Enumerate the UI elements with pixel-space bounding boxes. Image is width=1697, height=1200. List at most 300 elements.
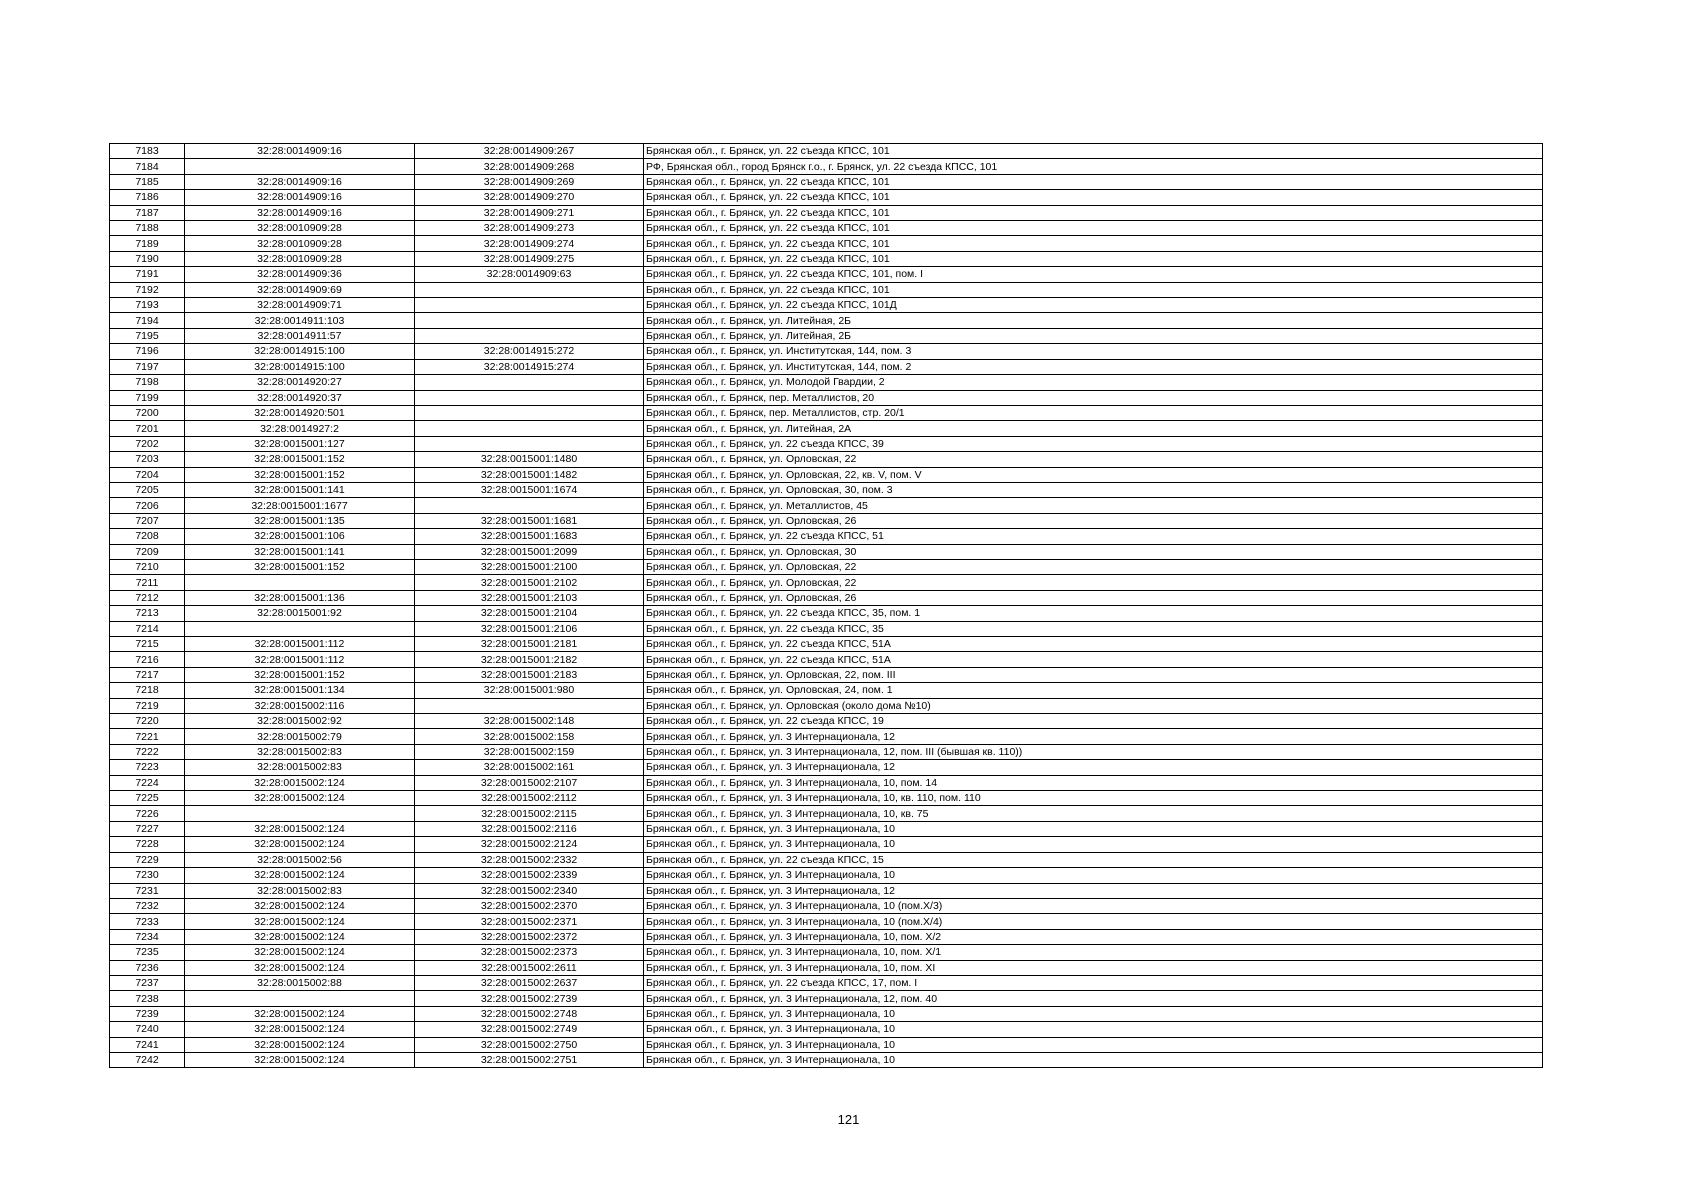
address-cell: Брянская обл., г. Брянск, ул. 22 съезда КПСС, 51А xyxy=(644,652,1543,667)
object-cadastral-number-cell: 32:28:0015001:2100 xyxy=(415,559,644,574)
object-cadastral-number-cell: 32:28:0014909:270 xyxy=(415,190,644,205)
row-number-cell: 7226 xyxy=(110,806,185,821)
row-number-cell: 7242 xyxy=(110,1052,185,1067)
parcel-cadastral-number-cell: 32:28:0015002:124 xyxy=(185,960,415,975)
row-number-cell: 7193 xyxy=(110,298,185,313)
object-cadastral-number-cell: 32:28:0015001:2182 xyxy=(415,652,644,667)
table-row xyxy=(110,205,1543,220)
object-cadastral-number-cell: 32:28:0015002:2750 xyxy=(415,1037,644,1052)
row-number-cell: 7215 xyxy=(110,637,185,652)
parcel-cadastral-number-cell: 32:28:0014915:100 xyxy=(185,359,415,374)
row-number-cell: 7220 xyxy=(110,714,185,729)
row-number-cell: 7235 xyxy=(110,945,185,960)
table-row xyxy=(110,1052,1543,1067)
object-cadastral-number-cell: 32:28:0015002:2115 xyxy=(415,806,644,821)
address-cell: Брянская обл., г. Брянск, ул. 3 Интернационала, 10 xyxy=(644,1006,1543,1021)
address-cell: Брянская обл., г. Брянск, пер. Металлистов, стр. 20/1 xyxy=(644,405,1543,420)
object-cadastral-number-cell: 32:28:0015002:159 xyxy=(415,744,644,759)
table-row xyxy=(110,621,1543,636)
table-row xyxy=(110,590,1543,605)
parcel-cadastral-number-cell: 32:28:0015002:124 xyxy=(185,1052,415,1067)
object-cadastral-number-cell: 32:28:0015002:161 xyxy=(415,760,644,775)
address-cell: Брянская обл., г. Брянск, ул. Орловская, 22, кв. V, пом. V xyxy=(644,467,1543,482)
parcel-cadastral-number-cell: 32:28:0014920:501 xyxy=(185,405,415,420)
parcel-cadastral-number-cell: 32:28:0010909:28 xyxy=(185,236,415,251)
row-number-cell: 7185 xyxy=(110,174,185,189)
parcel-cadastral-number-cell: 32:28:0015001:152 xyxy=(185,667,415,682)
parcel-cadastral-number-cell: 32:28:0014909:71 xyxy=(185,298,415,313)
parcel-cadastral-number-cell: 32:28:0014909:69 xyxy=(185,282,415,297)
row-number-cell: 7206 xyxy=(110,498,185,513)
row-number-cell: 7191 xyxy=(110,267,185,282)
table-row xyxy=(110,174,1543,189)
address-cell: Брянская обл., г. Брянск, ул. Металлистов, 45 xyxy=(644,498,1543,513)
object-cadastral-number-cell: 32:28:0015002:2370 xyxy=(415,898,644,913)
row-number-cell: 7223 xyxy=(110,760,185,775)
address-cell: Брянская обл., г. Брянск, ул. 3 Интернационала, 10, кв. 75 xyxy=(644,806,1543,821)
address-cell: Брянская обл., г. Брянск, ул. Орловская, 30, пом. 3 xyxy=(644,482,1543,497)
table-row xyxy=(110,760,1543,775)
parcel-cadastral-number-cell: 32:28:0015002:124 xyxy=(185,868,415,883)
parcel-cadastral-number-cell: 32:28:0014911:103 xyxy=(185,313,415,328)
parcel-cadastral-number-cell: 32:28:0015002:124 xyxy=(185,898,415,913)
table-row xyxy=(110,421,1543,436)
parcel-cadastral-number-cell: 32:28:0014915:100 xyxy=(185,344,415,359)
address-cell: Брянская обл., г. Брянск, ул. 22 съезда КПСС, 101, пом. I xyxy=(644,267,1543,282)
object-cadastral-number-cell: 32:28:0014909:63 xyxy=(415,267,644,282)
object-cadastral-number-cell xyxy=(415,313,644,328)
row-number-cell: 7201 xyxy=(110,421,185,436)
row-number-cell: 7207 xyxy=(110,513,185,528)
object-cadastral-number-cell: 32:28:0015002:2340 xyxy=(415,883,644,898)
address-cell: Брянская обл., г. Брянск, ул. Орловская, 22 xyxy=(644,559,1543,574)
object-cadastral-number-cell: 32:28:0015001:2102 xyxy=(415,575,644,590)
address-cell: Брянская обл., г. Брянск, ул. 3 Интернационала, 10, пом. ХI xyxy=(644,960,1543,975)
object-cadastral-number-cell: 32:28:0015001:1683 xyxy=(415,529,644,544)
table-row xyxy=(110,190,1543,205)
address-cell: Брянская обл., г. Брянск, ул. Институтская, 144, пом. 2 xyxy=(644,359,1543,374)
address-cell: Брянская обл., г. Брянск, пер. Металлистов, 20 xyxy=(644,390,1543,405)
parcel-cadastral-number-cell: 32:28:0015002:124 xyxy=(185,775,415,790)
object-cadastral-number-cell xyxy=(415,436,644,451)
address-cell: Брянская обл., г. Брянск, ул. 3 Интернационала, 10 xyxy=(644,821,1543,836)
object-cadastral-number-cell: 32:28:0015002:2107 xyxy=(415,775,644,790)
table-row xyxy=(110,714,1543,729)
table-row xyxy=(110,575,1543,590)
row-number-cell: 7187 xyxy=(110,205,185,220)
address-cell: Брянская обл., г. Брянск, ул. 22 съезда КПСС, 101 xyxy=(644,221,1543,236)
parcel-cadastral-number-cell: 32:28:0015001:141 xyxy=(185,482,415,497)
parcel-cadastral-number-cell: 32:28:0015001:112 xyxy=(185,652,415,667)
parcel-cadastral-number-cell: 32:28:0015001:127 xyxy=(185,436,415,451)
table-row xyxy=(110,359,1543,374)
parcel-cadastral-number-cell: 32:28:0014909:16 xyxy=(185,190,415,205)
row-number-cell: 7241 xyxy=(110,1037,185,1052)
table-row xyxy=(110,929,1543,944)
row-number-cell: 7234 xyxy=(110,929,185,944)
address-cell: Брянская обл., г. Брянск, ул. 3 Интернационала, 10 (пом.Х/3) xyxy=(644,898,1543,913)
parcel-cadastral-number-cell: 32:28:0015002:83 xyxy=(185,744,415,759)
address-cell: Брянская обл., г. Брянск, ул. Орловская, 22, пом. III xyxy=(644,667,1543,682)
address-cell: Брянская обл., г. Брянск, ул. 3 Интернационала, 12 xyxy=(644,729,1543,744)
object-cadastral-number-cell xyxy=(415,698,644,713)
table-row xyxy=(110,498,1543,513)
address-cell: Брянская обл., г. Брянск, ул. 22 съезда КПСС, 35 xyxy=(644,621,1543,636)
parcel-cadastral-number-cell xyxy=(185,159,415,174)
object-cadastral-number-cell: 32:28:0015001:2104 xyxy=(415,606,644,621)
table-row xyxy=(110,1022,1543,1037)
row-number-cell: 7214 xyxy=(110,621,185,636)
parcel-cadastral-number-cell: 32:28:0015001:135 xyxy=(185,513,415,528)
address-cell: Брянская обл., г. Брянск, ул. Орловская, 26 xyxy=(644,590,1543,605)
table-row xyxy=(110,482,1543,497)
object-cadastral-number-cell: 32:28:0015002:2112 xyxy=(415,791,644,806)
object-cadastral-number-cell: 32:28:0015001:1482 xyxy=(415,467,644,482)
object-cadastral-number-cell: 32:28:0015002:2749 xyxy=(415,1022,644,1037)
parcel-cadastral-number-cell: 32:28:0015001:134 xyxy=(185,683,415,698)
parcel-cadastral-number-cell: 32:28:0014920:37 xyxy=(185,390,415,405)
address-cell: Брянская обл., г. Брянск, ул. 22 съезда КПСС, 19 xyxy=(644,714,1543,729)
row-number-cell: 7204 xyxy=(110,467,185,482)
table-row xyxy=(110,698,1543,713)
table-row xyxy=(110,652,1543,667)
row-number-cell: 7216 xyxy=(110,652,185,667)
address-cell: Брянская обл., г. Брянск, ул. Орловская, 22 xyxy=(644,452,1543,467)
address-cell: Брянская обл., г. Брянск, ул. Орловская, 26 xyxy=(644,513,1543,528)
table-row xyxy=(110,144,1543,159)
address-cell: Брянская обл., г. Брянск, ул. 3 Интернационала, 12, пом. III (бывшая кв. 110)) xyxy=(644,744,1543,759)
table-row xyxy=(110,1037,1543,1052)
row-number-cell: 7186 xyxy=(110,190,185,205)
address-cell: Брянская обл., г. Брянск, ул. 3 Интернационала, 10 xyxy=(644,1022,1543,1037)
table-row xyxy=(110,436,1543,451)
parcel-cadastral-number-cell: 32:28:0015002:124 xyxy=(185,791,415,806)
table-row xyxy=(110,559,1543,574)
address-cell: Брянская обл., г. Брянск, ул. 22 съезда КПСС, 101 xyxy=(644,190,1543,205)
row-number-cell: 7230 xyxy=(110,868,185,883)
address-cell: Брянская обл., г. Брянск, ул. Литейная, 2А xyxy=(644,421,1543,436)
table-row xyxy=(110,667,1543,682)
object-cadastral-number-cell: 32:28:0015001:2103 xyxy=(415,590,644,605)
parcel-cadastral-number-cell: 32:28:0015002:124 xyxy=(185,1006,415,1021)
table-row xyxy=(110,282,1543,297)
parcel-cadastral-number-cell: 32:28:0015002:83 xyxy=(185,760,415,775)
parcel-cadastral-number-cell: 32:28:0015001:152 xyxy=(185,467,415,482)
object-cadastral-number-cell: 32:28:0015002:2332 xyxy=(415,852,644,867)
object-cadastral-number-cell: 32:28:0015002:2116 xyxy=(415,821,644,836)
parcel-cadastral-number-cell: 32:28:0014927:2 xyxy=(185,421,415,436)
table-row xyxy=(110,390,1543,405)
table-row xyxy=(110,744,1543,759)
address-cell: Брянская обл., г. Брянск, ул. 22 съезда КПСС, 101 xyxy=(644,205,1543,220)
object-cadastral-number-cell: 32:28:0015001:2106 xyxy=(415,621,644,636)
object-cadastral-number-cell: 32:28:0015001:2181 xyxy=(415,637,644,652)
parcel-cadastral-number-cell xyxy=(185,575,415,590)
address-cell: Брянская обл., г. Брянск, ул. 22 съезда КПСС, 35, пом. 1 xyxy=(644,606,1543,621)
address-cell: Брянская обл., г. Брянск, ул. 22 съезда КПСС, 101 xyxy=(644,174,1543,189)
table-row xyxy=(110,975,1543,990)
address-cell: Брянская обл., г. Брянск, ул. Молодой Гвардии, 2 xyxy=(644,375,1543,390)
table-row xyxy=(110,729,1543,744)
table-row xyxy=(110,637,1543,652)
parcel-cadastral-number-cell: 32:28:0015002:116 xyxy=(185,698,415,713)
parcel-cadastral-number-cell xyxy=(185,621,415,636)
row-number-cell: 7217 xyxy=(110,667,185,682)
object-cadastral-number-cell: 32:28:0015002:2748 xyxy=(415,1006,644,1021)
parcel-cadastral-number-cell: 32:28:0014920:27 xyxy=(185,375,415,390)
table-row xyxy=(110,405,1543,420)
object-cadastral-number-cell: 32:28:0015002:148 xyxy=(415,714,644,729)
object-cadastral-number-cell: 32:28:0015002:2373 xyxy=(415,945,644,960)
object-cadastral-number-cell: 32:28:0015002:2611 xyxy=(415,960,644,975)
row-number-cell: 7227 xyxy=(110,821,185,836)
object-cadastral-number-cell xyxy=(415,421,644,436)
parcel-cadastral-number-cell: 32:28:0015001:136 xyxy=(185,590,415,605)
object-cadastral-number-cell xyxy=(415,375,644,390)
table-row xyxy=(110,1006,1543,1021)
row-number-cell: 7218 xyxy=(110,683,185,698)
object-cadastral-number-cell: 32:28:0014909:269 xyxy=(415,174,644,189)
row-number-cell: 7192 xyxy=(110,282,185,297)
table-row xyxy=(110,898,1543,913)
row-number-cell: 7236 xyxy=(110,960,185,975)
object-cadastral-number-cell: 32:28:0015002:2371 xyxy=(415,914,644,929)
object-cadastral-number-cell: 32:28:0015002:158 xyxy=(415,729,644,744)
parcel-cadastral-number-cell: 32:28:0015002:124 xyxy=(185,837,415,852)
table-row xyxy=(110,791,1543,806)
address-cell: Брянская обл., г. Брянск, ул. 3 Интернационала, 10 xyxy=(644,1052,1543,1067)
table-row xyxy=(110,452,1543,467)
address-cell: Брянская обл., г. Брянск, ул. 22 съезда КПСС, 51 xyxy=(644,529,1543,544)
row-number-cell: 7197 xyxy=(110,359,185,374)
table-row xyxy=(110,221,1543,236)
row-number-cell: 7195 xyxy=(110,328,185,343)
object-cadastral-number-cell: 32:28:0015002:2751 xyxy=(415,1052,644,1067)
address-cell: Брянская обл., г. Брянск, ул. 3 Интернационала, 10 xyxy=(644,837,1543,852)
address-cell: Брянская обл., г. Брянск, ул. Литейная, 2Б xyxy=(644,313,1543,328)
row-number-cell: 7205 xyxy=(110,482,185,497)
address-cell: Брянская обл., г. Брянск, ул. Институтская, 144, пом. 3 xyxy=(644,344,1543,359)
row-number-cell: 7209 xyxy=(110,544,185,559)
object-cadastral-number-cell: 32:28:0015001:2183 xyxy=(415,667,644,682)
address-cell: Брянская обл., г. Брянск, ул. 22 съезда КПСС, 51А xyxy=(644,637,1543,652)
row-number-cell: 7219 xyxy=(110,698,185,713)
row-number-cell: 7233 xyxy=(110,914,185,929)
address-cell: РФ, Брянская обл., город Брянск г.о., г. Брянск, ул. 22 съезда КПСС, 101 xyxy=(644,159,1543,174)
object-cadastral-number-cell: 32:28:0014915:272 xyxy=(415,344,644,359)
address-cell: Брянская обл., г. Брянск, ул. 22 съезда КПСС, 17, пом. I xyxy=(644,975,1543,990)
table-row xyxy=(110,606,1543,621)
row-number-cell: 7211 xyxy=(110,575,185,590)
object-cadastral-number-cell: 32:28:0014909:274 xyxy=(415,236,644,251)
object-cadastral-number-cell xyxy=(415,328,644,343)
row-number-cell: 7225 xyxy=(110,791,185,806)
address-cell: Брянская обл., г. Брянск, ул. 22 съезда КПСС, 15 xyxy=(644,852,1543,867)
parcel-cadastral-number-cell: 32:28:0015002:124 xyxy=(185,914,415,929)
row-number-cell: 7228 xyxy=(110,837,185,852)
address-cell: Брянская обл., г. Брянск, ул. 22 съезда КПСС, 101 xyxy=(644,144,1543,159)
object-cadastral-number-cell xyxy=(415,282,644,297)
address-cell: Брянская обл., г. Брянск, ул. 3 Интернационала, 12, пом. 40 xyxy=(644,991,1543,1006)
table-row xyxy=(110,251,1543,266)
object-cadastral-number-cell: 32:28:0014909:267 xyxy=(415,144,644,159)
table-row xyxy=(110,914,1543,929)
row-number-cell: 7188 xyxy=(110,221,185,236)
address-cell: Брянская обл., г. Брянск, ул. 3 Интернационала, 10, пом. Х/2 xyxy=(644,929,1543,944)
object-cadastral-number-cell: 32:28:0014909:268 xyxy=(415,159,644,174)
object-cadastral-number-cell: 32:28:0014909:275 xyxy=(415,251,644,266)
address-cell: Брянская обл., г. Брянск, ул. 3 Интернационала, 10, кв. 110, пом. 110 xyxy=(644,791,1543,806)
table-row xyxy=(110,991,1543,1006)
table-row xyxy=(110,683,1543,698)
registry-table xyxy=(109,143,1543,1068)
object-cadastral-number-cell: 32:28:0015002:2124 xyxy=(415,837,644,852)
object-cadastral-number-cell xyxy=(415,405,644,420)
parcel-cadastral-number-cell: 32:28:0015002:88 xyxy=(185,975,415,990)
address-cell: Брянская обл., г. Брянск, ул. Орловская, 30 xyxy=(644,544,1543,559)
row-number-cell: 7183 xyxy=(110,144,185,159)
table-row xyxy=(110,467,1543,482)
parcel-cadastral-number-cell xyxy=(185,806,415,821)
address-cell: Брянская обл., г. Брянск, ул. 22 съезда КПСС, 101 xyxy=(644,251,1543,266)
address-cell: Брянская обл., г. Брянск, ул. Орловская, 22 xyxy=(644,575,1543,590)
row-number-cell: 7196 xyxy=(110,344,185,359)
object-cadastral-number-cell: 32:28:0015001:1674 xyxy=(415,482,644,497)
row-number-cell: 7200 xyxy=(110,405,185,420)
row-number-cell: 7208 xyxy=(110,529,185,544)
object-cadastral-number-cell: 32:28:0015002:2339 xyxy=(415,868,644,883)
parcel-cadastral-number-cell: 32:28:0015002:124 xyxy=(185,821,415,836)
row-number-cell: 7237 xyxy=(110,975,185,990)
parcel-cadastral-number-cell: 32:28:0014909:16 xyxy=(185,144,415,159)
object-cadastral-number-cell: 32:28:0015001:980 xyxy=(415,683,644,698)
parcel-cadastral-number-cell: 32:28:0015001:152 xyxy=(185,452,415,467)
row-number-cell: 7240 xyxy=(110,1022,185,1037)
table-row xyxy=(110,883,1543,898)
parcel-cadastral-number-cell: 32:28:0015001:112 xyxy=(185,637,415,652)
row-number-cell: 7231 xyxy=(110,883,185,898)
table-row xyxy=(110,298,1543,313)
address-cell: Брянская обл., г. Брянск, ул. 3 Интернационала, 12 xyxy=(644,760,1543,775)
parcel-cadastral-number-cell: 32:28:0010909:28 xyxy=(185,251,415,266)
address-cell: Брянская обл., г. Брянск, ул. 3 Интернационала, 10, пом. 14 xyxy=(644,775,1543,790)
parcel-cadastral-number-cell: 32:28:0015002:124 xyxy=(185,1037,415,1052)
row-number-cell: 7232 xyxy=(110,898,185,913)
parcel-cadastral-number-cell: 32:28:0015001:106 xyxy=(185,529,415,544)
table-row xyxy=(110,529,1543,544)
row-number-cell: 7224 xyxy=(110,775,185,790)
address-cell: Брянская обл., г. Брянск, ул. 3 Интернационала, 10 xyxy=(644,1037,1543,1052)
table-row xyxy=(110,821,1543,836)
object-cadastral-number-cell: 32:28:0015001:1681 xyxy=(415,513,644,528)
parcel-cadastral-number-cell: 32:28:0015002:79 xyxy=(185,729,415,744)
parcel-cadastral-number-cell: 32:28:0015002:124 xyxy=(185,929,415,944)
row-number-cell: 7222 xyxy=(110,744,185,759)
object-cadastral-number-cell: 32:28:0014909:271 xyxy=(415,205,644,220)
object-cadastral-number-cell: 32:28:0015001:1480 xyxy=(415,452,644,467)
row-number-cell: 7194 xyxy=(110,313,185,328)
table-row xyxy=(110,945,1543,960)
row-number-cell: 7203 xyxy=(110,452,185,467)
parcel-cadastral-number-cell: 32:28:0014909:16 xyxy=(185,205,415,220)
table-row xyxy=(110,236,1543,251)
parcel-cadastral-number-cell: 32:28:0015001:141 xyxy=(185,544,415,559)
row-number-cell: 7229 xyxy=(110,852,185,867)
row-number-cell: 7210 xyxy=(110,559,185,574)
object-cadastral-number-cell: 32:28:0015002:2637 xyxy=(415,975,644,990)
row-number-cell: 7190 xyxy=(110,251,185,266)
table-row xyxy=(110,837,1543,852)
registry-table-body xyxy=(110,144,1543,1068)
address-cell: Брянская обл., г. Брянск, ул. 3 Интернационала, 10 (пом.Х/4) xyxy=(644,914,1543,929)
object-cadastral-number-cell: 32:28:0015001:2099 xyxy=(415,544,644,559)
page-number: 121 xyxy=(837,1112,860,1127)
address-cell: Брянская обл., г. Брянск, ул. 3 Интернационала, 10, пом. Х/1 xyxy=(644,945,1543,960)
address-cell: Брянская обл., г. Брянск, ул. 3 Интернационала, 10 xyxy=(644,868,1543,883)
table-row xyxy=(110,375,1543,390)
table-row xyxy=(110,159,1543,174)
row-number-cell: 7199 xyxy=(110,390,185,405)
table-row xyxy=(110,868,1543,883)
row-number-cell: 7198 xyxy=(110,375,185,390)
row-number-cell: 7221 xyxy=(110,729,185,744)
parcel-cadastral-number-cell: 32:28:0010909:28 xyxy=(185,221,415,236)
table-row xyxy=(110,513,1543,528)
address-cell: Брянская обл., г. Брянск, ул. Орловская (около дома №10) xyxy=(644,698,1543,713)
row-number-cell: 7202 xyxy=(110,436,185,451)
parcel-cadastral-number-cell: 32:28:0014909:36 xyxy=(185,267,415,282)
object-cadastral-number-cell: 32:28:0015002:2739 xyxy=(415,991,644,1006)
object-cadastral-number-cell xyxy=(415,498,644,513)
row-number-cell: 7212 xyxy=(110,590,185,605)
parcel-cadastral-number-cell: 32:28:0015001:92 xyxy=(185,606,415,621)
row-number-cell: 7213 xyxy=(110,606,185,621)
parcel-cadastral-number-cell: 32:28:0015002:124 xyxy=(185,945,415,960)
address-cell: Брянская обл., г. Брянск, ул. Литейная, 2Б xyxy=(644,328,1543,343)
row-number-cell: 7238 xyxy=(110,991,185,1006)
table-row xyxy=(110,267,1543,282)
row-number-cell: 7184 xyxy=(110,159,185,174)
address-cell: Брянская обл., г. Брянск, ул. 22 съезда КПСС, 101Д xyxy=(644,298,1543,313)
object-cadastral-number-cell: 32:28:0015002:2372 xyxy=(415,929,644,944)
table-row xyxy=(110,806,1543,821)
object-cadastral-number-cell xyxy=(415,298,644,313)
object-cadastral-number-cell: 32:28:0014915:274 xyxy=(415,359,644,374)
parcel-cadastral-number-cell: 32:28:0015001:152 xyxy=(185,559,415,574)
table-row xyxy=(110,344,1543,359)
parcel-cadastral-number-cell: 32:28:0015002:83 xyxy=(185,883,415,898)
table-row xyxy=(110,313,1543,328)
address-cell: Брянская обл., г. Брянск, ул. 3 Интернационала, 12 xyxy=(644,883,1543,898)
parcel-cadastral-number-cell: 32:28:0014909:16 xyxy=(185,174,415,189)
table-row xyxy=(110,775,1543,790)
table-row xyxy=(110,544,1543,559)
parcel-cadastral-number-cell: 32:28:0015002:124 xyxy=(185,1022,415,1037)
table-row xyxy=(110,960,1543,975)
row-number-cell: 7239 xyxy=(110,1006,185,1021)
row-number-cell: 7189 xyxy=(110,236,185,251)
parcel-cadastral-number-cell: 32:28:0015002:56 xyxy=(185,852,415,867)
address-cell: Брянская обл., г. Брянск, ул. 22 съезда КПСС, 39 xyxy=(644,436,1543,451)
address-cell: Брянская обл., г. Брянск, ул. Орловская, 24, пом. 1 xyxy=(644,683,1543,698)
parcel-cadastral-number-cell: 32:28:0015002:92 xyxy=(185,714,415,729)
object-cadastral-number-cell xyxy=(415,390,644,405)
table-row xyxy=(110,852,1543,867)
table-row xyxy=(110,328,1543,343)
address-cell: Брянская обл., г. Брянск, ул. 22 съезда КПСС, 101 xyxy=(644,236,1543,251)
parcel-cadastral-number-cell: 32:28:0014911:57 xyxy=(185,328,415,343)
object-cadastral-number-cell: 32:28:0014909:273 xyxy=(415,221,644,236)
